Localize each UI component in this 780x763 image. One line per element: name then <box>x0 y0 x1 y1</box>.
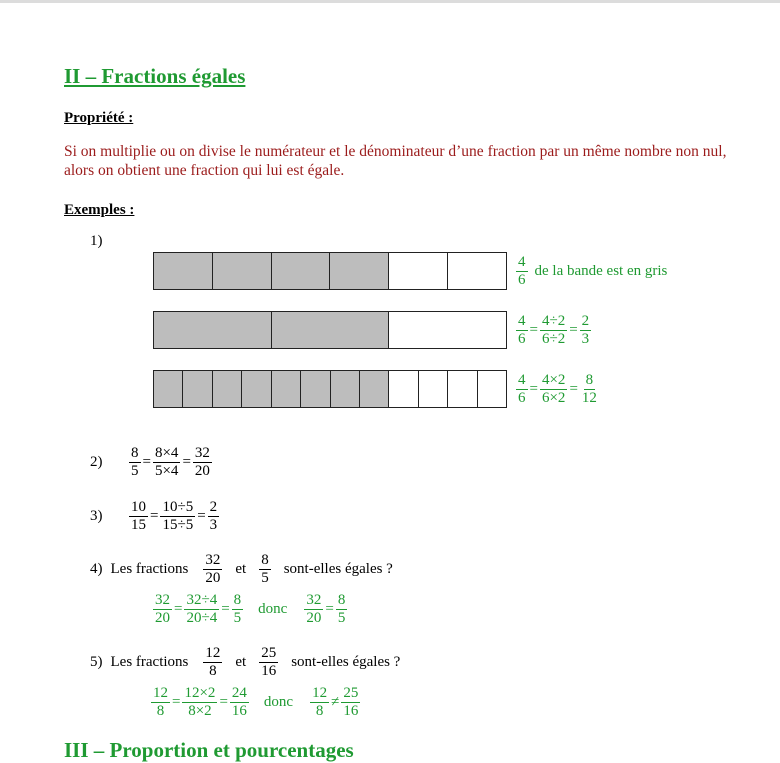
fraction: $\frac{2}{3}$ <box>209 499 218 533</box>
fraction: $\frac{25}{16}$ <box>343 685 359 719</box>
fraction: $\frac{8}{5}$ <box>131 445 139 479</box>
fraction: $\frac{24}{16}$ <box>231 685 247 719</box>
bar-cell-shaded <box>154 312 272 348</box>
example-4-answer: $\frac{32}{20}$ = $\frac{32\div 4}{20\div 4}$ = $\frac{8}{5}$ donc $\frac{32}{20}$ = $\frac{8}{5}$ <box>155 592 346 626</box>
example-1-line-1 <box>515 254 667 289</box>
page-top-border <box>0 0 780 3</box>
example-4-question: 4) Les fractions $\frac{32}{20}$ et $\frac{8}{5}$ sont-elles égales ? <box>90 552 393 586</box>
fraction: $\frac{4}{6}$ <box>518 254 526 288</box>
bar-cell-shaded <box>183 371 212 407</box>
fraction: $\frac{4}{6}$ <box>518 372 526 406</box>
section-title: II – Fractions égales <box>64 64 246 88</box>
fraction: $\frac{4\times 2}{6\times 2}$ <box>541 372 566 406</box>
next-section-title: III – Proportion et pourcentages <box>64 738 354 762</box>
property-text: Si on multiplie ou on divise le numérateur et le dénominateur d’une fraction par un même nombre non nul, alors on obtient une fraction qui lui est égale. <box>64 143 727 179</box>
fraction: $\frac{10\div 5}{15\div 5}$ <box>162 499 194 533</box>
example-5-answer: $\frac{12}{8}$ = $\frac{12\times 2}{8\times 2}$ = $\frac{24}{16}$ donc $\frac{12}{8}$ ≠ $\frac{25}{16}$ <box>153 685 359 719</box>
fraction: $\frac{8}{5}$ <box>261 552 269 586</box>
example-3-expression: $\frac{10}{15}$ = $\frac{10\div 5}{15\div 5}$ = $\frac{2}{3}$ <box>131 499 218 533</box>
fraction: $\frac{8}{5}$ <box>233 592 242 626</box>
fraction: $\frac{32}{20}$ <box>306 592 322 626</box>
example-5-number: 5) <box>90 654 103 670</box>
fraction: $\frac{32}{20}$ <box>194 445 210 479</box>
bar-cell-shaded <box>213 253 272 289</box>
bar-cell-empty <box>478 371 506 407</box>
fraction: $\frac{4\div 2}{6\div 2}$ <box>541 313 566 347</box>
bar-cell-shaded <box>242 371 271 407</box>
examples-label: Exemples : <box>64 202 135 218</box>
bar-cell-shaded <box>272 312 390 348</box>
fraction-bar-twelfths <box>153 370 507 408</box>
bar-cell-empty <box>389 371 418 407</box>
bar-cell-empty <box>389 253 448 289</box>
bar-cell-shaded <box>360 371 389 407</box>
fraction: $\frac{8}{12}$ <box>581 372 597 406</box>
bar-cell-shaded <box>272 253 331 289</box>
property-label: Propriété : <box>64 110 134 126</box>
bar-caption: de la bande est en gris <box>534 263 668 279</box>
example-4-number: 4) <box>90 561 103 577</box>
fraction: $\frac{12}{8}$ <box>153 685 168 719</box>
fraction: $\frac{8\times 4}{5\times 4}$ <box>154 445 179 479</box>
fraction: $\frac{32}{20}$ <box>155 592 170 626</box>
bar-cell-empty <box>389 312 506 348</box>
example-1-line-3: $\frac{4}{6}$ = $\frac{4\times 2}{6\times 2}$ = $\frac{8}{12}$ <box>518 372 597 406</box>
bar-cell-shaded <box>330 253 389 289</box>
bar-cell-empty <box>448 371 477 407</box>
fraction: $\frac{12\times 2}{8\times 2}$ <box>184 685 216 719</box>
fraction: $\frac{12}{8}$ <box>205 645 221 679</box>
example-1-line-2: $\frac{4}{6}$ = $\frac{4\div 2}{6\div 2}$ = $\frac{2}{3}$ <box>518 313 590 347</box>
example-5-question: 5) Les fractions $\frac{12}{8}$ et $\frac{25}{16}$ sont-elles égales ? <box>90 645 401 679</box>
bar-cell-shaded <box>154 371 183 407</box>
fraction: $\frac{4}{6}$ <box>518 313 526 347</box>
fraction: $\frac{10}{15}$ <box>131 499 146 533</box>
bar-cell-shaded <box>331 371 360 407</box>
fraction: $\frac{25}{16}$ <box>261 645 277 679</box>
example-3-number: 3) <box>90 508 103 524</box>
example-1-number: 1) <box>90 233 103 249</box>
bar-cell-shaded <box>272 371 301 407</box>
bar-cell-shaded <box>154 253 213 289</box>
fraction: $\frac{12}{8}$ <box>312 685 328 719</box>
fraction-bar-thirds <box>153 311 507 349</box>
bar-cell-empty <box>448 253 506 289</box>
bar-cell-shaded <box>213 371 242 407</box>
bar-cell-shaded <box>301 371 330 407</box>
fraction: $\frac{8}{5}$ <box>337 592 346 626</box>
fraction: $\frac{32}{20}$ <box>205 552 221 586</box>
example-2-number: 2) <box>90 454 103 470</box>
example-2-expression: $\frac{8}{5}$ = $\frac{8\times 4}{5\times 4}$ = $\frac{32}{20}$ <box>131 445 210 479</box>
fraction-bar-sixths <box>153 252 507 290</box>
fraction: $\frac{32\div 4}{20\div 4}$ <box>186 592 218 626</box>
bar-cell-empty <box>419 371 448 407</box>
fraction: $\frac{2}{3}$ <box>581 313 590 347</box>
